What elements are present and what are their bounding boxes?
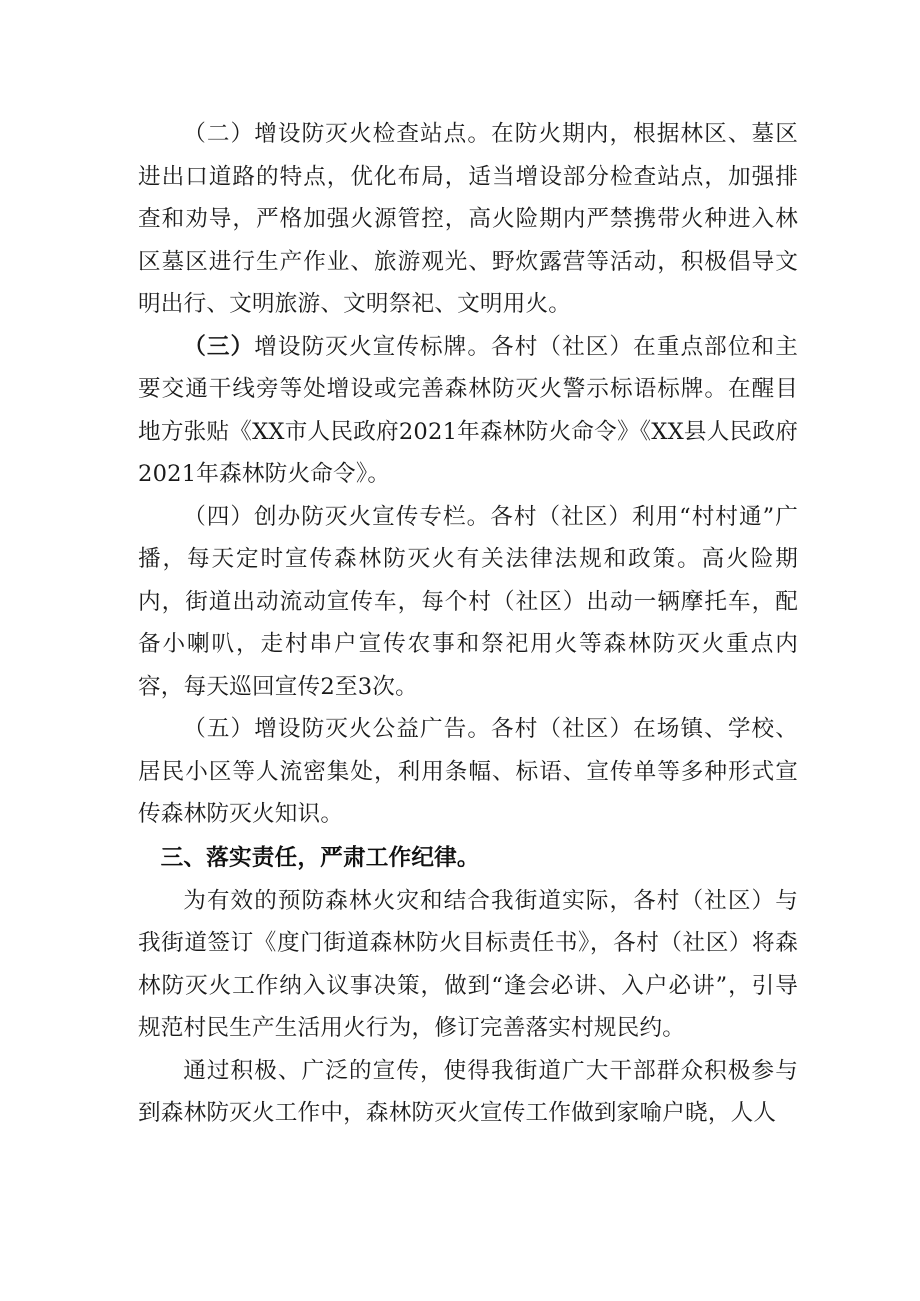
paragraph-results: 通过积极、广泛的宣传，使得我街道广大干部群众积极参与到森林防灭火工作中，森林防灭火宣传工作做到家喻户晓，人人 — [138, 1057, 798, 1126]
paragraph-responsibility: 为有效的预防森林火灾和结合我街道实际，各村（社区）与我街道签订《度门街道森林防火目标责任书》，各村（社区）将森林防灭火工作纳入议事决策，做到“逢会必讲、入户必讲”，引导规范村民生产生活用火行为，修订完善落实村规民约。 — [138, 887, 798, 1041]
section-heading-responsibility: 三、落实责任，严肃工作纪律。 — [160, 844, 480, 871]
document-body — [138, 113, 798, 1135]
paragraph-signboards — [138, 326, 798, 496]
paragraph-checkpoints: （二）增设防灭火检查站点。在防火期内，根据林区、墓区进出口道路的特点，优化布局，适当增设部分检查站点，加强排查和劝导，严格加强火源管控，高火险期内严禁携带火种进入林区墓区进行生产作业、旅游观光、野炊露营等活动，积极倡导文明出行、文明旅游、文明祭祀、文明用火。 — [138, 121, 798, 317]
paragraph-public-ads: （五）增设防灭火公益广告。各村（社区）在场镇、学校、居民小区等人流密集处，利用条幅、标语、宣传单等多种形式宣传森林防灭火知识。 — [138, 716, 798, 827]
paragraph-signboards-number: （三） — [183, 333, 255, 360]
paragraph-publicity-column: （四）创办防灭火宣传专栏。各村（社区）利用“村村通”广播，每天定时宣传森林防灭火有关法律法规和政策。高火险期内，街道出动流动宣传车，每个村（社区）出动一辆摩托车，配备小喇叭，走村串户宣传农事和祭祀用火等森林防灭火重点内容，每天巡回宣传2至3次。 — [138, 503, 798, 700]
paragraph-signboards-text: 增设防灭火宣传标牌。各村（社区）在重点部位和主要交通干线旁等处增设或完善森林防灭火警示标语标牌。在醒目地方张贴《XX市人民政府2021年森林防火命令》《XX县人民政府2021年森林防火命令》。 — [138, 333, 798, 487]
